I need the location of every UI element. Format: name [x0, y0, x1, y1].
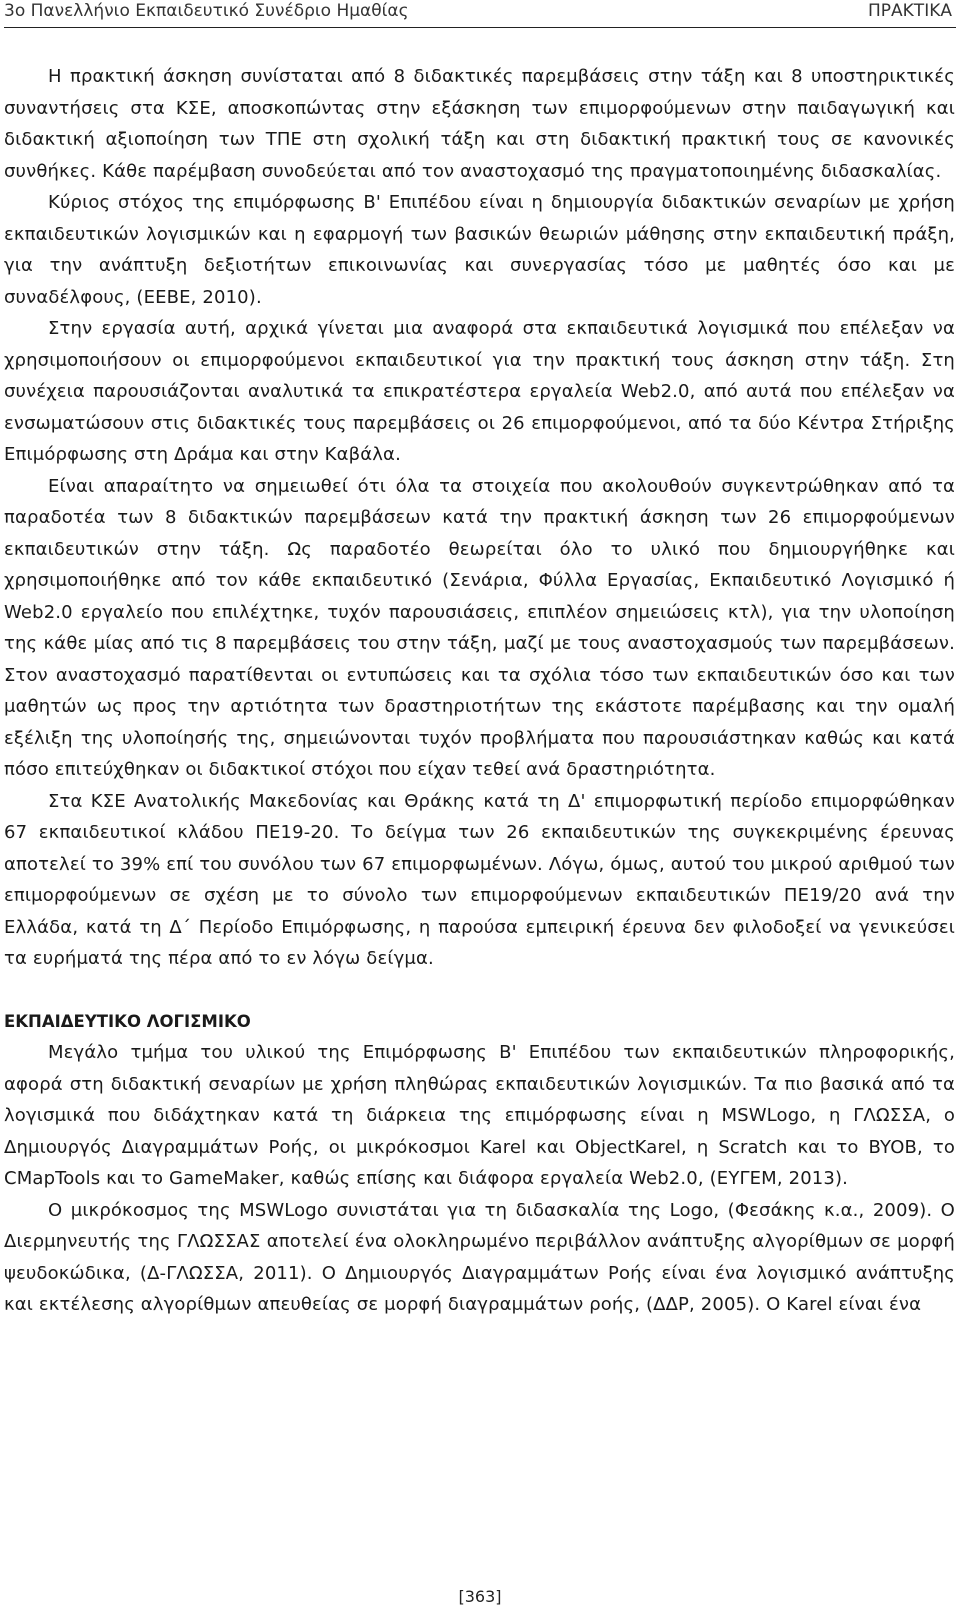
page-header [4, 0, 956, 28]
paragraph-software-details: Ο μικρόκοσμος της MSWLogo συνιστάται για τη διδασκαλία της Logo, (Φεσάκης κ.α., 2009). Ο Διερμηνευτής της ΓΛΩΣΣΑΣ αποτελεί ένα ολοκληρωμένο περιβάλλον ανάπτυξης αλγορίθμων σε μορφή ψευδοκώδικα, (Δ-ΓΛΩΣΣΑ, 2011). Ο Δημιουργός Διαγραμμάτων Ροής είναι ένα λογισμικό ανάπτυξης και εκτέλεσης αλγορίθμων απευθείας σε μορφή διαγραμμάτων ροής, (ΔΔΡ, 2005). Ο Karel είναι ένα [4, 1199, 955, 1315]
paragraph-software-intro: Μεγάλο τμήμα του υλικού της Επιμόρφωσης Β' Επιπέδου των εκπαιδευτικών πληροφορικής, αφορά στη διδακτική σεναρίων με χρήση πληθώρας εκπαιδευτικών λογισμικών. Τα πιο βασικά από τα λογισμικά που διδάχτηκαν κατά τη διάρκεια της επιμόρφωσης είναι η MSWLogo, η ΓΛΩΣΣΑ, ο Δημιουργός Διαγραμμάτων Ροής, οι μικρόκοσμοι Karel και ObjectKarel, η Scratch και το BYOB, το CMapTools και το GameMaker, καθώς επίσης και διάφορα εργαλεία Web2.0, (ΕΥΓΕΜ, 2013). [4, 1042, 955, 1189]
paragraph-practice: Η πρακτική άσκηση συνίσταται από 8 διδακτικές παρεμβάσεις στην τάξη και 8 υποστηρικτικές συναντήσεις στα ΚΣΕ, αποσκοπώντας στην εξάσκηση των επιμορφούμενων στην παιδαγωγική και διδακτική αξιοποίηση των ΤΠΕ στη σχολική τάξη και στη διδακτική πρακτική τους σε κανονικές συνθήκες. Κάθε παρέμβαση συνοδεύεται από τον αναστοχασμό της πραγματοποιημένης διδασκαλίας. [4, 66, 955, 182]
main-content [4, 61, 955, 1321]
section-heading: ΕΚΠΑΙΔΕΥΤΙΚΟ ΛΟΓΙΣΜΙΚΟ [4, 1011, 251, 1031]
paragraph-goal: Κύριος στόχος της επιμόρφωσης Β' Επιπέδου είναι η δημιουργία διδακτικών σεναρίων με χρήση εκπαιδευτικών λογισμικών και η εφαρμογή των βασικών θεωριών μάθησης στην εκπαιδευτική πράξη, για την ανάπτυξη δεξιοτήτων επικοινωνίας και συνεργασίας τόσο με μαθητές όσο και με συναδέλφους, (ΕΕΒΕ, 2010). [4, 192, 955, 308]
conference-title: 3ο Πανελλήνιο Εκπαιδευτικό Συνέδριο Ημαθίας [4, 1, 409, 21]
paragraph-deliverables: Είναι απαραίτητο να σημειωθεί ότι όλα τα στοιχεία που ακολουθούν συγκεντρώθηκαν από τα παραδοτέα των 8 διδακτικών παρεμβάσεων κατά την πρακτική άσκηση των 26 επιμορφούμενων εκπαιδευτικών στην τάξη. Ως παραδοτέο θεωρείται όλο το υλικό που δημιουργήθηκε και χρησιμοποιήθηκε από τον κάθε εκπαιδευτικό (Σενάρια, Φύλλα Εργασίας, Εκπαιδευτικό Λογισμικό ή Web2.0 εργαλείο που επιλέχτηκε, τυχόν παρουσιάσεις, επιπλέον σημειώσεις κτλ), για την υλοποίηση της κάθε μίας από τις 8 παρεμβάσεις του στην τάξη, μαζί με τους αναστοχασμούς των παρεμβάσεων. Στον αναστοχασμό παρατίθενται οι εντυπώσεις και τα σχόλια τόσο των εκπαιδευτικών όσο και των μαθητών ως προς την αρτιότητα των δραστηριοτήτων της εκάστοτε παρέμβασης και την ομαλή εξέλιξη της υλοποίησής της, σημειώνονται τυχόν προβλήματα που παρουσιάστηκαν καθώς και κατά πόσο επιτεύχθηκαν οι διδακτικοί στόχοι που είχαν τεθεί ανά δραστηριότητα. [4, 475, 955, 780]
page-number: [363] [458, 1587, 502, 1606]
paragraph-sample: Στα ΚΣΕ Ανατολικής Μακεδονίας και Θράκης κατά τη Δ' επιμορφωτική περίοδο επιμορφώθηκαν 67 εκπαιδευτικοί κλάδου ΠΕ19-20. Το δείγμα των 26 εκπαιδευτικών της συγκεκριμένης έρευνας αποτελεί το 39% επί του συνόλου των 67 επιμορφωμένων. Λόγω, όμως, αυτού του μικρού αριθμού των επιμορφούμενων σε σχέση με το σύνολο των επιμορφούμενων εκπαιδευτικών ΠΕ19/20 ανά την Ελλάδα, κατά τη Δ΄ Περίοδο Επιμόρφωσης, η παρούσα εμπειρική έρευνα δεν φιλοδοξεί να γενικεύσει τα ευρήματά της πέρα από το εν λόγω δείγμα. [4, 790, 955, 969]
section-label: ΠΡΑΚΤΙΚΑ [868, 1, 952, 21]
paragraph-overview: Στην εργασία αυτή, αρχικά γίνεται μια αναφορά στα εκπαιδευτικά λογισμικά που επέλεξαν να χρησιμοποιήσουν οι επιμορφούμενοι εκπαιδευτικοί για την πρακτική τους άσκηση στην τάξη. Στη συνέχεια παρουσιάζονται αναλυτικά τα επικρατέστερα εργαλεία Web2.0, από αυτά που επέλεξαν να ενσωματώσουν στις διδακτικές τους παρεμβάσεις οι 26 επιμορφούμενοι, από τα δύο Κέντρα Στήριξης Επιμόρφωσης στη Δράμα και στην Καβάλα. [4, 318, 955, 465]
